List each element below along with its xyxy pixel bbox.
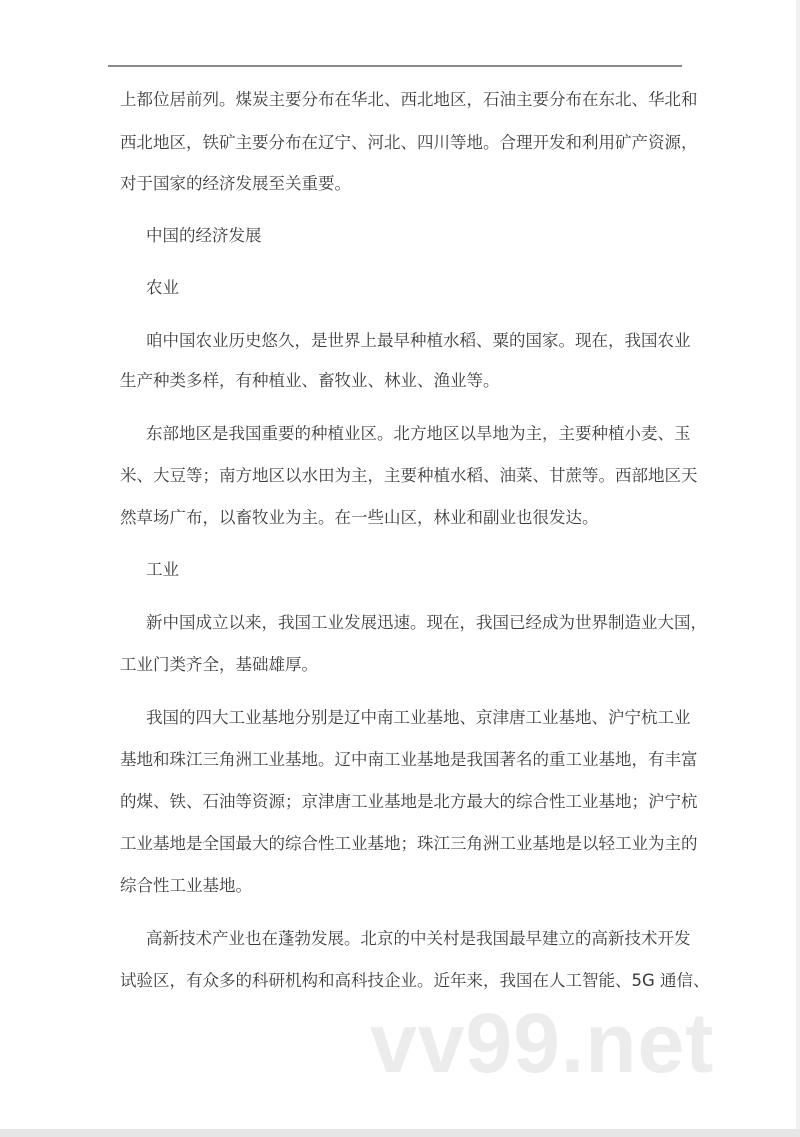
text-line: 新中国成立以来，我国工业发展迅速。现在，我国已经成为世界制造业大国， (146, 613, 707, 632)
text-line: 对于国家的经济发展至关重要。 (120, 174, 351, 193)
page-bottom-edge (0, 1129, 800, 1137)
watermark: vv99.net (370, 996, 715, 1090)
text-line: 咱中国农业历史悠久，是世界上最早种植水稻、粟的国家。现在，我国农业 (146, 331, 691, 350)
text-line: 的煤、铁、石油等资源；京津唐工业基地是北方最大的综合性工业基地；沪宁杭 (120, 792, 698, 811)
text-line: 然草场广布，以畜牧业为主。在一些山区，林业和副业也很发达。 (120, 508, 599, 527)
subsection-heading: 农业 (146, 278, 179, 297)
text-line: 米、大豆等；南方地区以水田为主，主要种植水稻、油菜、甘蔗等。西部地区天 (120, 466, 698, 485)
text-line: 高新技术产业也在蓬勃发展。北京的中关村是我国最早建立的高新技术开发 (146, 929, 691, 948)
page-edge (796, 0, 800, 1137)
text-line: 试验区，有众多的科研机构和高科技企业。近年来，我国在人工智能、5G 通信、 (120, 971, 710, 990)
text-line: 西北地区，铁矿主要分布在辽宁、河北、四川等地。合理开发和利用矿产资源， (120, 133, 698, 152)
text-line: 综合性工业基地。 (120, 876, 252, 895)
text-line: 生产种类多样，有种植业、畜牧业、林业、渔业等。 (120, 371, 500, 390)
text-line: 上都位居前列。煤炭主要分布在华北、西北地区，石油主要分布在东北、华北和 (120, 90, 698, 109)
header-rule (108, 65, 682, 67)
text-line: 基地和珠江三角洲工业基地。辽中南工业基地是我国著名的重工业基地，有丰富 (120, 750, 698, 769)
text-line: 我国的四大工业基地分别是辽中南工业基地、京津唐工业基地、沪宁杭工业 (146, 708, 691, 727)
subsection-heading: 工业 (146, 560, 179, 579)
text-line: 工业门类齐全，基础雄厚。 (120, 655, 318, 674)
section-heading: 中国的经济发展 (146, 226, 262, 245)
text-line: 工业基地是全国最大的综合性工业基地；珠江三角洲工业基地是以轻工业为主的 (120, 834, 698, 853)
text-line: 东部地区是我国重要的种植业区。北方地区以旱地为主，主要种植小麦、玉 (146, 424, 691, 443)
